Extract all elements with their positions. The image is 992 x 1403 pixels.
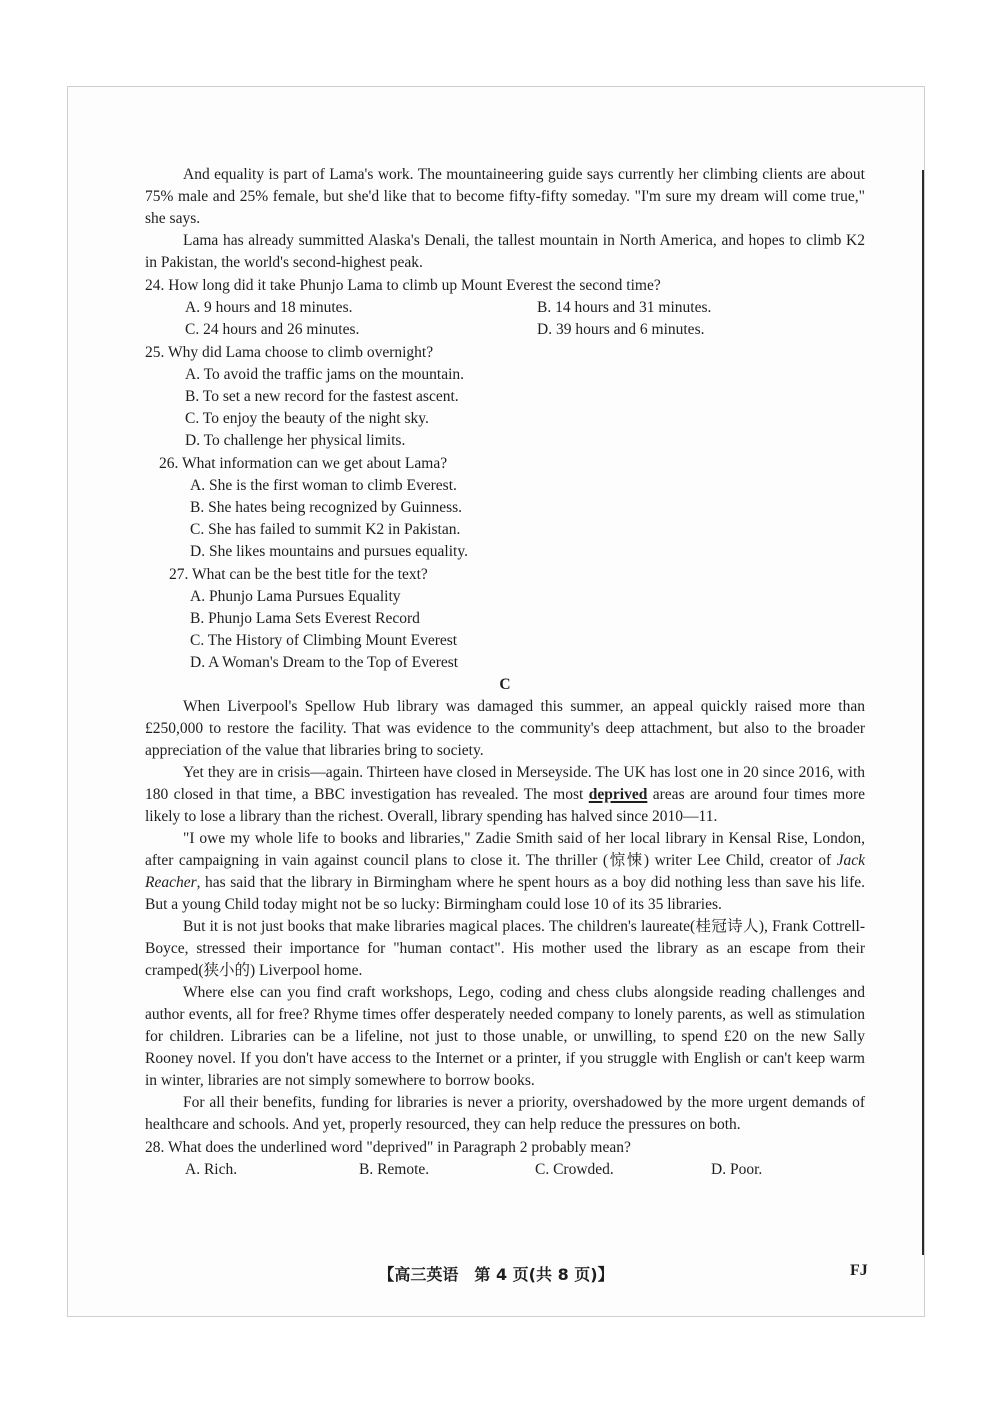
option-c: C. The History of Climbing Mount Everest bbox=[190, 632, 458, 649]
option-b: B. She hates being recognized by Guinness. bbox=[190, 499, 463, 516]
option-b: B. Phunjo Lama Sets Everest Record bbox=[190, 610, 420, 627]
paragraph-text: "I owe my whole life to books and libraries," Zadie Smith said of her local library in Kensal Rise, London, after campaigning in vain against council plans to close it. The thriller (惊悚) writer Lee Child, creator of bbox=[145, 830, 865, 869]
question-stem: 24. How long did it take Phunjo Lama to climb up Mount Everest the second time? bbox=[145, 277, 661, 294]
option-a: A. Phunjo Lama Pursues Equality bbox=[190, 588, 401, 605]
question-24 bbox=[145, 275, 865, 341]
option-d: D. A Woman's Dream to the Top of Everest bbox=[190, 654, 459, 671]
question-27 bbox=[145, 564, 865, 674]
option-a: A. 9 hours and 18 minutes. bbox=[185, 299, 353, 316]
option-c: C. To enjoy the beauty of the night sky. bbox=[185, 410, 429, 427]
question-28 bbox=[145, 1137, 865, 1181]
options-grid bbox=[145, 297, 865, 341]
option-b: B. 14 hours and 31 minutes. bbox=[537, 299, 712, 316]
passage-c-paragraph-4: But it is not just books that make libraries magical places. The children's laureate(桂冠诗人), Frank Cottrell-Boyce, stressed their importance for "human contact". His mother used the library as an escape from their cramped(狭小的) Liverpool home. bbox=[145, 918, 865, 979]
section-heading: C bbox=[499, 676, 511, 693]
option-a: A. Rich. bbox=[185, 1161, 238, 1178]
option-c: C. Crowded. bbox=[535, 1161, 614, 1178]
book-title: Jack Reacher bbox=[145, 852, 865, 891]
passage-c-paragraph-5: Where else can you find craft workshops, Lego, coding and chess clubs alongside reading challenges and author events, all for free? Rhyme times offer desperately needed company to lonely parents, as well as stimulation for children. Libraries can be a lifeline, not just to those unable, or unwilling, to spend £20 on the new Sally Rooney novel. If you don't have access to the Internet or a printer, if you struggle with English or can't keep warm in winter, libraries are not simply somewhere to borrow books. bbox=[145, 984, 865, 1089]
passage-c-paragraph-6: For all their benefits, funding for libraries is never a priority, overshadowed by the more urgent demands of healthcare and schools. And yet, properly resourced, they can help reduce the pressures on both. bbox=[145, 1094, 865, 1133]
underlined-word: deprived bbox=[588, 786, 648, 803]
passage-c-paragraph-3 bbox=[145, 828, 865, 916]
passage-c-paragraph-1: When Liverpool's Spellow Hub library was damaged this summer, an appeal quickly raised more than £250,000 to restore the facility. That was evidence to the community's deep attachment, but also to the broader appreciation of the value that libraries bring to society. bbox=[145, 698, 865, 759]
exam-code: FJ bbox=[850, 1262, 868, 1279]
option-b: B. To set a new record for the fastest ascent. bbox=[185, 388, 459, 405]
passage-b-paragraph-2: Lama has already summitted Alaska's Denali, the tallest mountain in North America, and hopes to climb K2 in Pakistan, the world's second-highest peak. bbox=[145, 232, 865, 271]
option-d: D. Poor. bbox=[711, 1161, 763, 1178]
question-26 bbox=[145, 453, 865, 563]
paragraph-text: , has said that the library in Birmingham where he spent hours as a boy did nothing less than save his life. But a young Child today might not be so lucky: Birmingham could lose 10 of its 35 libraries. bbox=[145, 874, 865, 913]
margin-rule bbox=[922, 170, 924, 1255]
option-d: D. She likes mountains and pursues equality. bbox=[190, 543, 468, 560]
page-footer: 【高三英语 第 4 页(共 8 页)】 bbox=[378, 1265, 614, 1284]
question-stem: 27. What can be the best title for the text? bbox=[169, 566, 428, 583]
passage-c-paragraph-2 bbox=[145, 762, 865, 828]
options-row bbox=[145, 1159, 865, 1181]
option-b: B. Remote. bbox=[359, 1161, 430, 1178]
passage-b-paragraph-1: And equality is part of Lama's work. The mountaineering guide says currently her climbing clients are about 75% male and 25% female, but she'd like that to become fifty-fifty someday. "I'm sure my dream will come true," she says. bbox=[145, 166, 865, 227]
question-stem: 25. Why did Lama choose to climb overnight? bbox=[145, 344, 434, 361]
question-stem: 28. What does the underlined word "deprived" in Paragraph 2 probably mean? bbox=[145, 1139, 631, 1156]
option-c: C. She has failed to summit K2 in Pakistan. bbox=[190, 521, 461, 538]
option-d: D. 39 hours and 6 minutes. bbox=[537, 321, 705, 338]
option-c: C. 24 hours and 26 minutes. bbox=[185, 321, 360, 338]
paragraph-text: areas are around four times more likely to lose a library than the richest. Overall, library spending has halved since 2010—11. bbox=[145, 786, 865, 825]
question-stem: 26. What information can we get about Lama? bbox=[159, 455, 448, 472]
option-a: A. She is the first woman to climb Everest. bbox=[190, 477, 457, 494]
paragraph-text: Yet they are in crisis—again. Thirteen have closed in Merseyside. The UK has lost one in 20 since 2016, with 180 closed in that time, a BBC investigation has revealed. The most bbox=[145, 764, 865, 803]
option-a: A. To avoid the traffic jams on the mountain. bbox=[185, 366, 465, 383]
question-25 bbox=[145, 342, 865, 452]
page-content bbox=[145, 164, 865, 1181]
option-d: D. To challenge her physical limits. bbox=[185, 432, 406, 449]
